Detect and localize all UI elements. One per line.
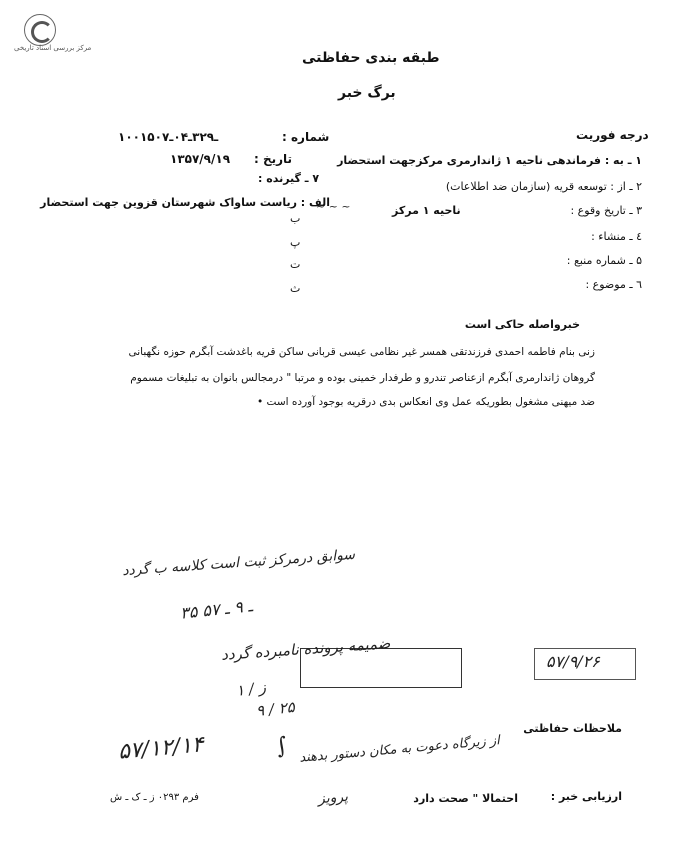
number-label: شماره : [282, 130, 330, 144]
date-value: ۱۳۵۷/۹/۱۹ [170, 152, 231, 166]
body-line-3: ضد میهنی مشغول بطوریکه عمل وی انعکاس بدی درقریه بوجود آورده است • [257, 396, 595, 408]
recipient-s: ث [290, 282, 301, 295]
field-source-number: ۵ ـ شماره منبع : [566, 254, 642, 267]
handwritten-note-2: ضمیمه پرونده نامبرده گردد [220, 634, 391, 664]
security-remarks-label: ملاحظات حفاظتی [523, 722, 622, 735]
field-from: ۲ ـ از : توسعه قریه (سازمان ضد اطلاعات) [445, 180, 642, 193]
recipient-b: ب [290, 212, 301, 225]
body-heading: خبرواصله حاکی است [464, 318, 580, 331]
priority-label: درجه فوریت [576, 128, 649, 142]
field-to: ۱ ـ به : فرماندهی ناحیه ۱ ژاندارمری مرکزجهت استحضار [337, 154, 642, 167]
number-value: ۱۰۰۱ـ۳۲۹ـ۰۴ـ۵۰۷ [118, 130, 219, 144]
field-subject: ٦ ـ موضوع : [585, 278, 642, 291]
recipient-p: پ [290, 236, 301, 249]
archive-logo-icon [24, 14, 56, 46]
signature-icon: ∫ [273, 733, 290, 760]
handwritten-initials: پرویز [317, 788, 349, 808]
handwritten-sign-2: ۹ / ۲۵ [255, 698, 296, 720]
field-origin: ٤ ـ منشاء : [591, 230, 642, 243]
evaluation-value: احتمالا " صحت دارد [413, 792, 518, 805]
classification-title: طبقه بندی حفاظتی [302, 50, 440, 66]
handwritten-sign-1: ز / ۱ [234, 678, 268, 700]
date-label: تاریخ : [254, 152, 293, 166]
handwritten-stamp-date: ۵۷/۹/۲۶ [546, 652, 600, 671]
body-line-2: گروهان ژاندارمری آبگرم ازعناصر تندرو و طرفدار خمینی بوده و مرتبا " درمجالس بانوان به تبلیغات مسموم [130, 372, 595, 384]
recipient-t: ت [290, 258, 301, 271]
handwritten-date-left: ۵۷/۱۲/۱۴ [117, 732, 205, 765]
handwritten-note-1: سوابق درمرکز ثبت است کلاسه ب گردد [121, 546, 356, 580]
field-occurrence-value: ناحیه ۱ مرکز [392, 204, 461, 217]
handwritten-occurrence-icon: ~ ~ ~ [316, 200, 351, 213]
evaluation-label: ارزیابی خبر : [550, 790, 622, 803]
form-number: فرم ۰۲۹۳ ز ـ ک ـ ش [110, 792, 199, 803]
field-occurrence-date: ۳ ـ تاریخ وقوع : [570, 204, 642, 217]
logo-caption: مرکز بررسی اسناد تاریخی [14, 44, 92, 52]
field-recipient-a: الف : ریاست ساواک شهرستان قزوین جهت استحضار [40, 196, 330, 209]
handwritten-bottom-note: از زیرگاه دعوت به مکان دستور بدهند [298, 733, 501, 766]
form-title: برگ خبر [338, 85, 396, 101]
handwritten-marks: ۳۵ ـ ۹ ـ ۵۷ [179, 596, 254, 623]
field-recipient: ۷ ـ گیرنده : [258, 172, 320, 185]
body-line-1: زنی بنام فاطمه احمدی فرزندتقی همسر غیر نظامی عیسی قربانی ساکن قریه باغدشت آبگرم حوزه نگهبانی [128, 346, 595, 358]
